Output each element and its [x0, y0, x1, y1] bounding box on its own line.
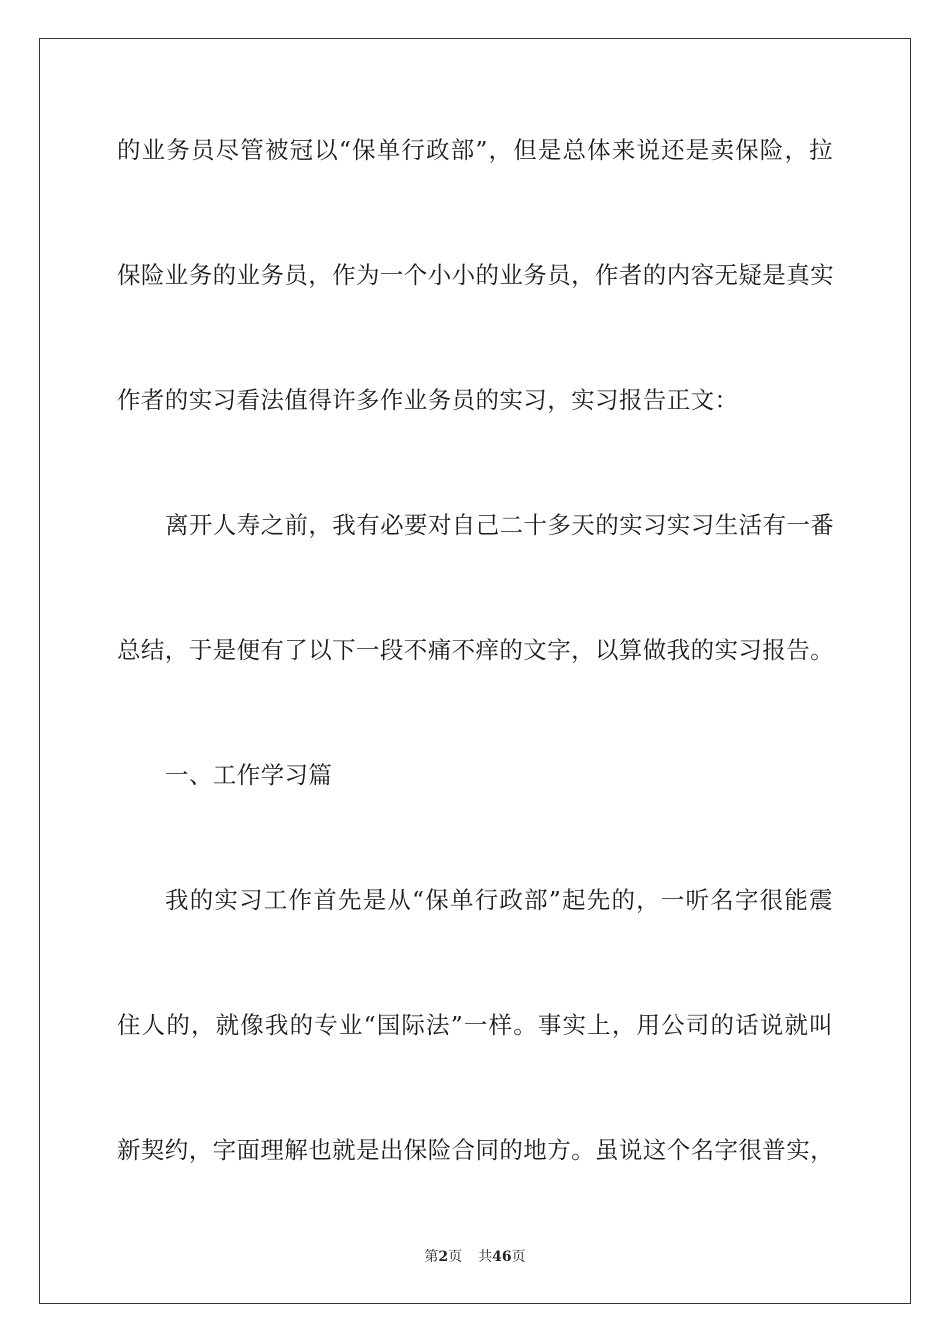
page-footer [0, 1247, 950, 1267]
paragraph-start-line: 离开人寿之前，我有必要对自己二十多天的实习实习生活有一番 [165, 511, 835, 539]
body-line-2: 保险业务的业务员，作为一个小小的业务员，作者的内容无疑是真实 [117, 261, 834, 289]
paragraph-start-line: 我的实习工作首先是从“保单行政部”起先的，一听名字很能震 [165, 886, 833, 914]
page-border [39, 38, 911, 1304]
footer-total-prefix: 共 [478, 1249, 493, 1265]
body-line-8: 住人的，就像我的专业“国际法”一样。事实上，用公司的话说就叫 [117, 1011, 833, 1039]
footer-page-suffix: 页 [448, 1249, 463, 1265]
footer-total-pages: 46 [492, 1249, 512, 1265]
footer-page-number: 2 [438, 1249, 449, 1265]
footer-page-prefix: 第 [424, 1249, 439, 1265]
body-line-5: 总结，于是便有了以下一段不痛不痒的文字，以算做我的实习报告。 [117, 636, 834, 664]
footer-total-suffix: 页 [511, 1249, 526, 1265]
section-heading: 一、工作学习篇 [165, 761, 333, 789]
body-line-1: 的业务员尽管被冠以“保单行政部”，但是总体来说还是卖保险，拉 [117, 136, 833, 164]
body-line-3: 作者的实习看法值得许多作业务员的实习，实习报告正文： [117, 386, 739, 414]
body-line-9: 新契约，字面理解也就是出保险合同的地方。虽说这个名字很普实， [117, 1136, 834, 1164]
